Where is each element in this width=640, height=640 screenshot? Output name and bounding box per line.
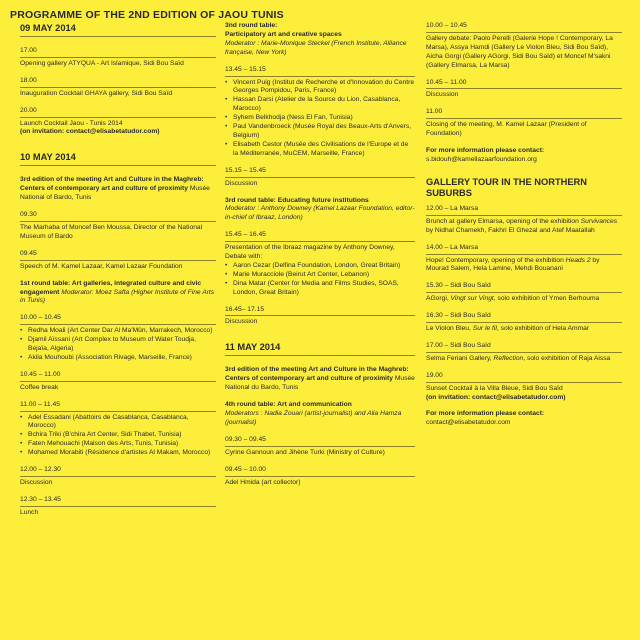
session-time: 10.45 – 11.00 <box>426 79 622 90</box>
session-time: 12.30 – 13.45 <box>20 496 216 507</box>
session-time: 10.00 – 10.45 <box>426 22 622 33</box>
event-time: 17.00 <box>20 47 216 58</box>
round-table-title: 3nd round table: <box>225 22 278 29</box>
session <box>225 66 415 159</box>
session <box>20 371 216 393</box>
event <box>20 77 216 99</box>
event <box>20 250 216 272</box>
exhibition-title: Vingt sur Vingt <box>450 295 494 303</box>
speaker-item: • Redha Moali (Art Center Dar Al Ma'Mûn, Marrakech, Morocco) <box>20 327 216 336</box>
round-table-title: 4th round table: Art and communication <box>225 401 352 409</box>
event-text: Speech of M. Kamel Lazaar, Kamel Lazaar Foundation <box>20 262 183 270</box>
round-table-title: 1st round table: Art galleries, integrated culture and civic engagement <box>20 279 202 296</box>
session <box>426 108 622 139</box>
session <box>225 306 415 328</box>
meeting-intro <box>225 366 415 393</box>
round-table-moderator: Moderators : Nadia Zouari (artist-journalist) and Alia Hamza (journalist) <box>225 410 402 426</box>
tour-text: Sunset Cocktail à la Villa Bleue, Sidi Bou Saïd <box>426 384 563 392</box>
gallery-tour-heading: GALLERY TOUR IN THE NORTHERN SUBURBS <box>426 176 587 198</box>
round-table-3 <box>225 22 415 58</box>
tour-time: 17.00 – Sidi Bou Saïd <box>426 342 622 353</box>
contact-label: For more information please contact: <box>426 147 545 155</box>
event <box>20 211 216 242</box>
meeting-intro <box>20 176 216 203</box>
tour-text: AGorgi, <box>426 295 451 303</box>
contact-label: For more information please contact: <box>426 410 545 418</box>
session-time: 12.00 – 12.30 <box>20 466 216 477</box>
speaker-item: • Syhem Belkhodja (Ness El Fan, Tunisia) <box>225 114 415 123</box>
event-text: Opening gallery ATYQUA - Art Islamique, Sidi Bou Saïd <box>20 59 184 67</box>
session-text: Coffee break <box>20 383 59 391</box>
session-time: 10.00 – 10.45 <box>20 314 216 325</box>
tour-text: Selma Feriani Gallery, <box>426 354 494 362</box>
speaker-item: • Faten Mehouachi (Maison des Arts, Tunis, Tunisia) <box>20 440 216 449</box>
event-time: 20.00 <box>20 107 216 118</box>
exhibition-title: Heads 2 <box>565 256 591 264</box>
session <box>225 167 415 189</box>
session-time: 09.30 – 09.45 <box>225 436 415 447</box>
tour-stop <box>426 244 622 275</box>
speaker-list <box>225 262 415 298</box>
contact-email: s.bidouh@kamellazaarfoundation.org <box>426 155 537 163</box>
session <box>225 466 415 488</box>
tour-time: 12.00 – La Marsa <box>426 205 622 216</box>
meeting-place: Musée National of Bardo, Tunis <box>20 185 210 202</box>
session-time: 13.45 – 15.15 <box>225 66 415 77</box>
session-text: Adel Hmida (art collector) <box>225 478 301 486</box>
speaker-item: • Hassan Darsi (Atelier de la Source du Lion, Casablanca, Marocco) <box>225 96 415 114</box>
speaker-list <box>20 414 216 459</box>
session-text: Discussion <box>426 91 459 99</box>
round-table-moderator: Moderator : Marie-Monique Steckel (French Institute, Alliance française, New York) <box>225 39 407 56</box>
speaker-list <box>225 79 415 159</box>
round-table-moderator: Moderator: Moez Safta (Higher Institute of Fine Arts in Tunis) <box>20 288 215 305</box>
event <box>20 107 216 138</box>
column-2 <box>225 22 415 495</box>
session-time: 16.45– 17.15 <box>225 306 415 317</box>
speaker-item: • Mohamed Morabiti (Résidence d'artistes Al Makam, Morocco) <box>20 449 216 458</box>
session-text: Cyrine Gannoun and Jihène Turki (Ministry of Culture) <box>225 448 385 456</box>
tour-text: Le Violon Bleu, <box>426 325 473 333</box>
exhibition-title: Sur le fil <box>472 325 497 333</box>
contact-email: contact@elisabetatudor.com <box>426 419 511 427</box>
tour-text: , solo exhibition of Hela Ammar <box>496 325 590 333</box>
round-table-moderator: Moderator : Anthony Downey (Kamel Lazaar Foundation, editor-in-chief of Ibraaz, London) <box>225 205 415 222</box>
speaker-item: • Bchira Triki (B'chira Art Center, Sidi Thabet, Tunisia) <box>20 431 216 440</box>
session <box>225 436 415 458</box>
session <box>20 466 216 488</box>
session-text: Discussion <box>225 179 258 187</box>
session <box>20 496 216 518</box>
event-text: Launch Cocktail Jaou - Tunis 2014 <box>20 119 123 127</box>
event-text: The Marhaba of Moncef Ben Moussa, Director of the National Museum of Bardo <box>20 223 203 240</box>
round-table-title: 3rd round table: Educating future institutions <box>225 196 369 204</box>
speaker-list <box>20 327 216 363</box>
tour-text: by Nidhal Chamekh, Fakhri El Ghezal and Atef Maatallah <box>426 226 595 234</box>
event <box>20 47 216 69</box>
tour-time: 14.00 – La Marsa <box>426 244 622 255</box>
tour-text: Brunch at gallery Elmarsa, opening of the exhibition <box>426 217 581 225</box>
contact-info <box>426 147 622 165</box>
invitation-note: (on invitation: contact@elisabetatudor.com) <box>20 128 160 136</box>
tour-stop <box>426 205 622 236</box>
session-text: Presentation of the Ibraaz magazine by Anthony Downey, Debate with: <box>225 244 395 261</box>
session <box>426 79 622 101</box>
tour-time: 15.30 – Sidi Bou Saïd <box>426 282 622 293</box>
speaker-item: • Adel Essadani (Abattoirs de Casablanca, Casablanca, Morocco) <box>20 414 216 432</box>
page-title: PROGRAMME OF THE 2ND EDITION OF JAOU TUNIS <box>10 9 284 21</box>
day-heading: 11 MAY 2014 <box>225 341 415 356</box>
speaker-item: • Djamil Aïssani (Art Complex to Museum of Water Toudja, Bejaïa, Algeria) <box>20 336 216 354</box>
round-table-4 <box>225 197 415 224</box>
speaker-item: • Elisabeth Cestor (Musée des Civilisations de l'Europe et de la Méditerranée, MuCEM, Marseille, France) <box>225 141 415 159</box>
tour-stop <box>426 372 622 403</box>
speaker-item: • Vincent Puig (Institut de Recherche et d'Innovation du Centre Georges Pompidou, Paris, France) <box>225 79 415 97</box>
speaker-item: • Dina Matar (Center for Media and Films Studies, SOAS, London, Great Britain) <box>225 280 415 298</box>
event-text: Inauguration Cocktail GHAYA gallery, Sidi Bou Saïd <box>20 89 173 97</box>
tour-stop <box>426 342 622 364</box>
day-heading: 10 MAY 2014 <box>20 151 216 166</box>
tour-text: , solo exhibition of Raja Aissa <box>523 354 611 362</box>
event-time: 18.00 <box>20 77 216 88</box>
tour-time: 19.00 <box>426 372 622 383</box>
session-text: Lunch <box>20 508 39 516</box>
exhibition-title: Reflection <box>493 354 524 362</box>
tour-stop <box>426 282 622 304</box>
column-1 <box>20 22 216 526</box>
session-time: 09.45 – 10.00 <box>225 466 415 477</box>
round-table-1 <box>20 280 216 307</box>
speaker-item: • Marie Muracciole (Beirut Art Center, Lebanon) <box>225 271 415 280</box>
tour-time: 16.30 – Sidi Bou Saïd <box>426 312 622 323</box>
session-time: 11.00 – 11.45 <box>20 401 216 412</box>
session-text: Closing of the meeting, M. Kamel Lazaar (President of Foundation) <box>426 121 587 138</box>
column-3 <box>426 22 622 436</box>
session-time: 15.45 – 16.45 <box>225 231 415 242</box>
meeting-title: 3rd edition of the meeting Art and Culture in the Maghreb: Centers of contemporary art and culture of proximity <box>20 176 204 193</box>
exhibition-title: Survivances <box>580 217 618 225</box>
session <box>20 401 216 458</box>
session <box>20 314 216 363</box>
tour-text: , solo exhibition of Ymen Berhouma <box>493 295 600 303</box>
round-table-5 <box>225 401 415 428</box>
round-table-subtitle: Participatory art and creative spaces <box>225 30 342 38</box>
session <box>225 231 415 297</box>
session-text: Discussion <box>225 318 258 326</box>
session-text: Gallery debate: Paolo Perelli (Galerie Hope ! Contemporary, La Marsa), Assya Hamdi (Gallery Le Violon Bleu, Sidi Bou Saïd), Aicha Gorgi (Gallery AGorgi, Sidi Bou Saïd) et Moncef M'sakni (Gallery Elmarsa, La Marsa) <box>426 34 613 69</box>
meeting-title: 3rd edition of the meeting Art and Culture in the Maghreb: Centers of contemporary art and culture of proximity <box>225 366 409 383</box>
session-text: Discussion <box>20 479 53 486</box>
session-time: 10.45 – 11.00 <box>20 371 216 382</box>
event-time: 09.30 <box>20 211 216 222</box>
session-time: 15.15 – 15.45 <box>225 167 415 178</box>
speaker-item: • Akila Mouhoubi (Association Rivage, Marseille, France) <box>20 354 216 363</box>
tour-text: by Mourad Salem, Hela Lamine, Mehdi Bouanani <box>426 256 600 273</box>
tour-text: Hope! Contemporary, opening of the exhibition <box>426 256 566 264</box>
contact-info <box>426 410 622 428</box>
day-heading: 09 MAY 2014 <box>20 22 216 37</box>
session <box>426 22 622 71</box>
session-time: 11.00 <box>426 108 622 119</box>
invitation-note: (on invitation: contact@elisabetatudor.com) <box>426 393 566 401</box>
event-time: 09.45 <box>20 250 216 261</box>
speaker-item: • Paul Vandenbroeck (Musée Royal des Beaux-Arts d'Anvers, Belgium) <box>225 123 415 141</box>
speaker-item: • Aaron Cezar (Delfina Foundation, London, Great Britain) <box>225 262 415 271</box>
tour-stop <box>426 312 622 334</box>
meeting-place: Musée National du Bardo, Tunis <box>225 375 415 392</box>
